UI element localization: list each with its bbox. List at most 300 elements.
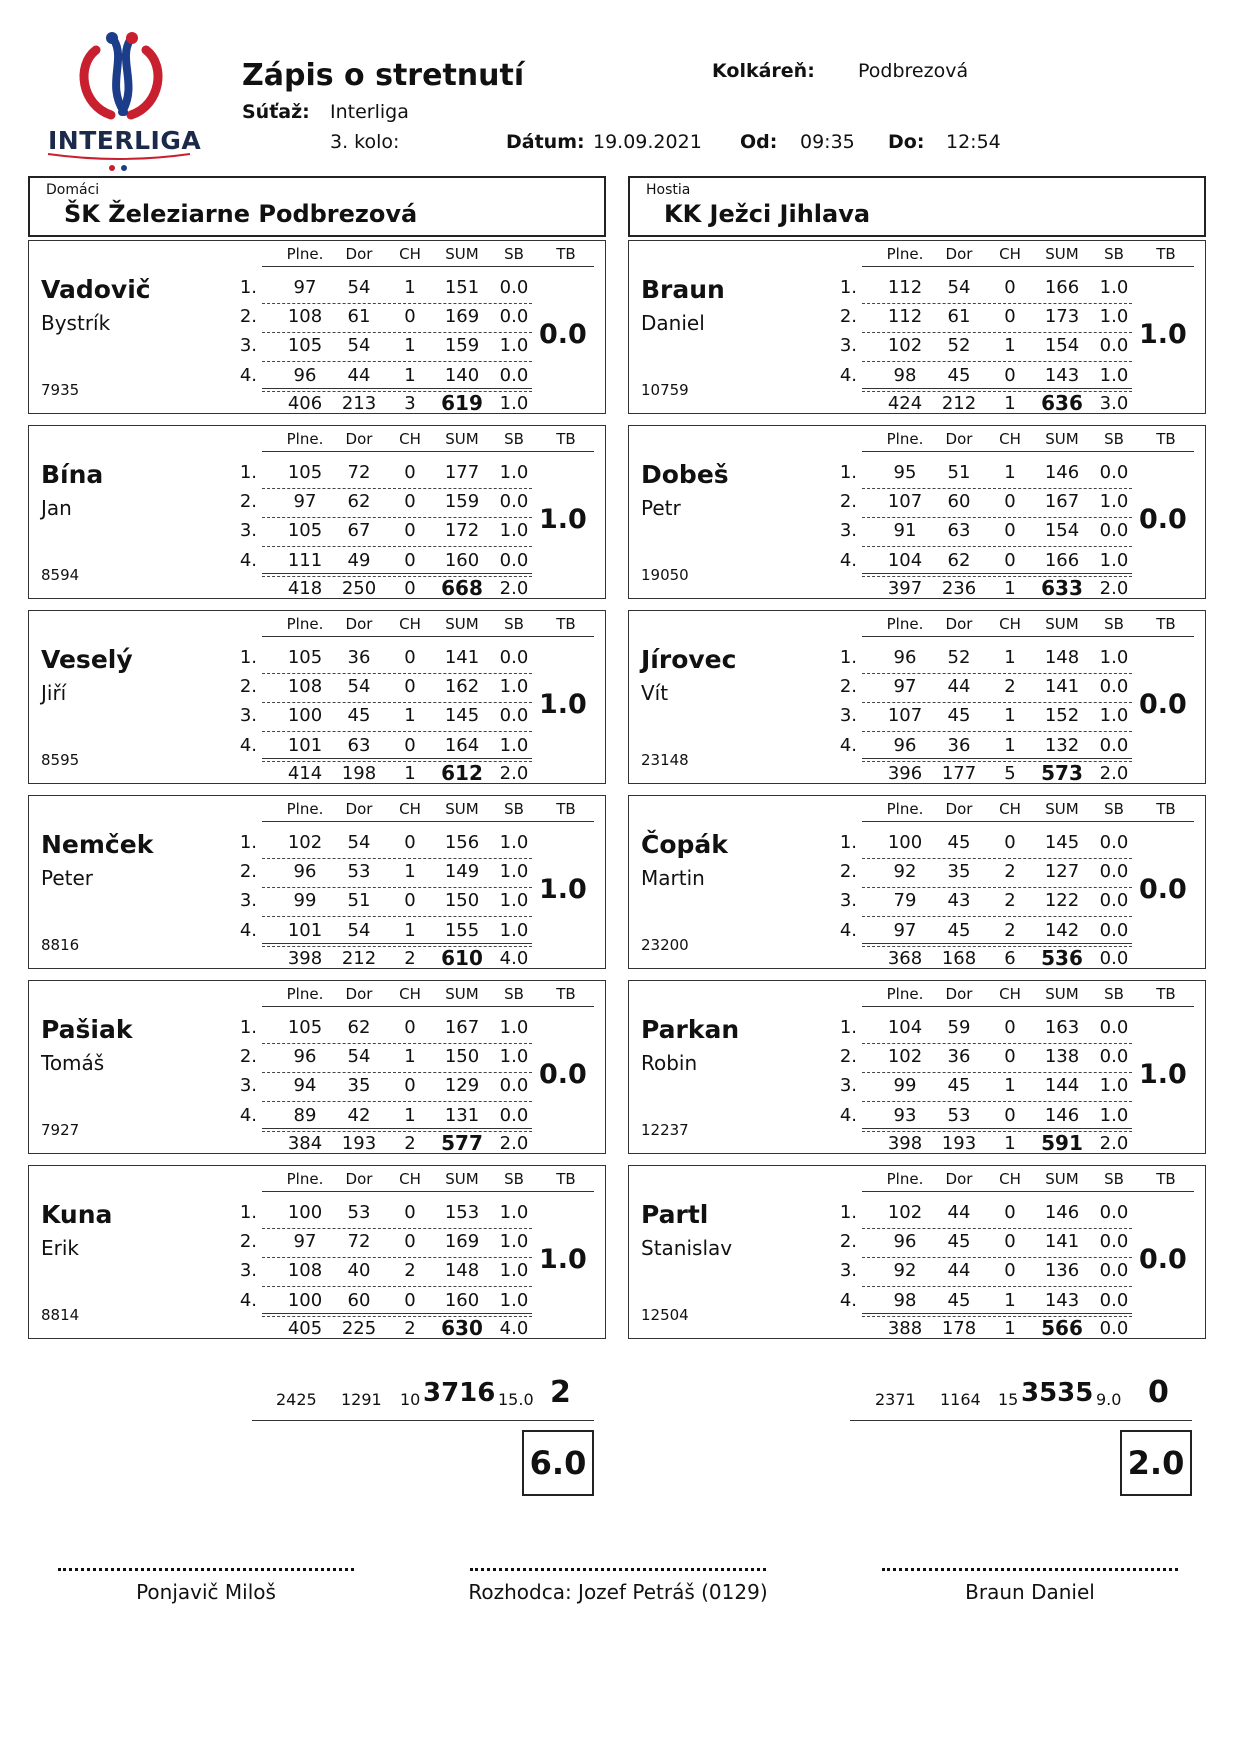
- score-cell: 167: [1044, 491, 1080, 512]
- away-total-plne: 2371: [875, 1390, 916, 1409]
- score-cell: 52: [947, 335, 971, 356]
- row-divider: [862, 1316, 1132, 1317]
- score-cell: 1: [404, 705, 416, 726]
- column-header: SB: [504, 245, 524, 263]
- column-header: SB: [504, 985, 524, 1003]
- total-cell: 2.0: [499, 763, 529, 784]
- score-cell: 148: [1044, 647, 1080, 668]
- player-surname: Braun: [641, 275, 725, 304]
- score-cell: 0: [404, 462, 416, 483]
- away-player-block: [628, 980, 1206, 1154]
- total-cell: 1: [404, 763, 416, 784]
- row-divider: [262, 946, 532, 947]
- score-cell: 100: [287, 1202, 323, 1223]
- datum-label: Dátum:: [506, 131, 585, 153]
- score-cell: 97: [893, 676, 917, 697]
- score-cell: 0.0: [1099, 735, 1129, 756]
- datum-value: 19.09.2021: [593, 131, 702, 153]
- score-cell: 0: [404, 890, 416, 911]
- row-number: 4.: [839, 550, 857, 571]
- column-header: CH: [999, 615, 1021, 633]
- player-id: 7935: [41, 381, 80, 399]
- home-total-dor: 1291: [341, 1390, 382, 1409]
- document-title: Zápis o stretnutí: [242, 58, 525, 93]
- row-number: 3.: [839, 705, 857, 726]
- row-divider: [862, 1228, 1132, 1229]
- score-cell: 92: [893, 1260, 917, 1281]
- total-cell: 2.0: [499, 1133, 529, 1154]
- score-cell: 72: [347, 462, 371, 483]
- score-cell: 0.0: [499, 705, 529, 726]
- total-cell: 3: [404, 393, 416, 414]
- home-team-name: ŠK Železiarne Podbrezová: [64, 200, 418, 228]
- player-surname: Parkan: [641, 1015, 740, 1044]
- score-cell: 2: [1004, 920, 1016, 941]
- away-signature-line: [882, 1568, 1178, 1571]
- score-cell: 0: [1004, 1202, 1016, 1223]
- header-divider: [862, 266, 1194, 267]
- player-first-name: Jan: [41, 496, 72, 520]
- score-cell: 1: [1004, 462, 1016, 483]
- header-divider: [262, 636, 594, 637]
- total-cell: 3.0: [1099, 393, 1129, 414]
- player-first-name: Vít: [641, 681, 669, 705]
- score-cell: 0: [1004, 491, 1016, 512]
- row-number: 3.: [239, 705, 257, 726]
- total-cell: 2.0: [499, 578, 529, 599]
- row-divider: [262, 673, 532, 674]
- total-cell: 418: [287, 578, 323, 599]
- score-cell: 136: [1044, 1260, 1080, 1281]
- total-cell: 178: [941, 1318, 977, 1339]
- total-cell: 212: [941, 393, 977, 414]
- player-surname: Veselý: [41, 645, 133, 674]
- logo-underline-icon: [44, 150, 194, 174]
- player-total-sum: 619: [441, 391, 483, 415]
- score-cell: 149: [444, 861, 480, 882]
- row-number: 2.: [239, 676, 257, 697]
- score-cell: 105: [287, 520, 323, 541]
- score-cell: 0: [1004, 832, 1016, 853]
- player-surname: Dobeš: [641, 460, 729, 489]
- score-cell: 44: [947, 1202, 971, 1223]
- score-cell: 45: [947, 365, 971, 386]
- total-divider: [862, 573, 1132, 574]
- score-cell: 42: [347, 1105, 371, 1126]
- player-surname: Partl: [641, 1200, 709, 1229]
- total-cell: 405: [287, 1318, 323, 1339]
- column-header: Plne.: [286, 985, 324, 1003]
- score-cell: 40: [347, 1260, 371, 1281]
- score-cell: 122: [1044, 890, 1080, 911]
- score-cell: 0: [404, 520, 416, 541]
- score-cell: 169: [444, 1231, 480, 1252]
- do-label: Do:: [888, 131, 925, 153]
- column-header: CH: [399, 1170, 421, 1188]
- total-cell: 236: [941, 578, 977, 599]
- score-cell: 0.0: [499, 1075, 529, 1096]
- row-divider: [262, 858, 532, 859]
- home-player-block: [28, 795, 606, 969]
- header-divider: [262, 1006, 594, 1007]
- row-divider: [262, 1043, 532, 1044]
- row-divider: [862, 1101, 1132, 1102]
- score-cell: 1.0: [499, 1260, 529, 1281]
- home-player-block: [28, 240, 606, 414]
- total-cell: 388: [887, 1318, 923, 1339]
- player-id: 8814: [41, 1306, 80, 1324]
- score-cell: 1.0: [499, 1202, 529, 1223]
- score-cell: 0.0: [1099, 1260, 1129, 1281]
- score-cell: 1.0: [499, 462, 529, 483]
- row-number: 1.: [839, 277, 857, 298]
- score-cell: 45: [947, 705, 971, 726]
- score-cell: 154: [1044, 520, 1080, 541]
- row-number: 1.: [239, 462, 257, 483]
- column-header: Dor: [945, 430, 973, 448]
- total-cell: 193: [941, 1133, 977, 1154]
- score-cell: 53: [347, 1202, 371, 1223]
- row-number: 4.: [839, 735, 857, 756]
- player-surname: Nemček: [41, 830, 154, 859]
- score-cell: 1.0: [499, 520, 529, 541]
- column-header: SUM: [1045, 985, 1079, 1003]
- score-cell: 1.0: [1099, 1105, 1129, 1126]
- column-header: SB: [1104, 430, 1124, 448]
- column-header: Dor: [945, 1170, 973, 1188]
- score-cell: 60: [347, 1290, 371, 1311]
- total-cell: 0.0: [1099, 1318, 1129, 1339]
- column-header: SB: [1104, 800, 1124, 818]
- away-team-name: KK Ježci Jihlava: [664, 200, 871, 228]
- player-first-name: Stanislav: [641, 1236, 733, 1260]
- column-header: Plne.: [886, 800, 924, 818]
- column-header: SB: [504, 1170, 524, 1188]
- row-divider: [262, 1286, 532, 1287]
- score-cell: 61: [947, 306, 971, 327]
- total-cell: 1.0: [499, 393, 529, 414]
- column-header: CH: [399, 430, 421, 448]
- row-number: 2.: [839, 1046, 857, 1067]
- total-divider: [862, 758, 1132, 759]
- column-header: Plne.: [286, 615, 324, 633]
- score-cell: 1.0: [499, 861, 529, 882]
- total-cell: 6: [1004, 948, 1016, 969]
- row-divider: [862, 702, 1132, 703]
- column-header: Plne.: [886, 1170, 924, 1188]
- score-cell: 1.0: [1099, 277, 1129, 298]
- score-cell: 95: [893, 462, 917, 483]
- row-divider: [862, 1072, 1132, 1073]
- score-cell: 0.0: [499, 491, 529, 512]
- score-cell: 96: [293, 1046, 317, 1067]
- total-cell: 2: [404, 1318, 416, 1339]
- player-id: 7927: [41, 1121, 80, 1139]
- score-cell: 0.0: [1099, 920, 1129, 941]
- row-number: 4.: [839, 365, 857, 386]
- row-number: 2.: [839, 306, 857, 327]
- score-cell: 152: [1044, 705, 1080, 726]
- column-header: SUM: [1045, 800, 1079, 818]
- player-id: 23200: [641, 936, 689, 954]
- score-cell: 79: [893, 890, 917, 911]
- column-header: Dor: [345, 245, 373, 263]
- score-cell: 1: [1004, 1290, 1016, 1311]
- score-cell: 140: [444, 365, 480, 386]
- column-header: TB: [1156, 1170, 1176, 1188]
- column-header: Plne.: [886, 985, 924, 1003]
- score-cell: 44: [947, 1260, 971, 1281]
- away-player-block: [628, 795, 1206, 969]
- column-header: SUM: [445, 1170, 479, 1188]
- row-divider: [262, 1101, 532, 1102]
- score-cell: 0: [404, 1075, 416, 1096]
- total-cell: 0.0: [1099, 948, 1129, 969]
- score-cell: 1.0: [499, 920, 529, 941]
- player-tb: 0.0: [539, 319, 587, 350]
- column-header: SUM: [1045, 615, 1079, 633]
- row-number: 1.: [239, 1202, 257, 1223]
- player-total-sum: 630: [441, 1316, 483, 1340]
- score-cell: 143: [1044, 1290, 1080, 1311]
- row-divider: [862, 1286, 1132, 1287]
- row-divider: [862, 546, 1132, 547]
- column-header: Plne.: [886, 430, 924, 448]
- score-cell: 0.0: [1099, 676, 1129, 697]
- total-cell: 406: [287, 393, 323, 414]
- score-cell: 98: [893, 1290, 917, 1311]
- score-cell: 94: [293, 1075, 317, 1096]
- away-total-ch: 15: [998, 1390, 1019, 1409]
- score-cell: 93: [893, 1105, 917, 1126]
- score-cell: 0: [1004, 1260, 1016, 1281]
- score-cell: 1.0: [499, 335, 529, 356]
- score-cell: 1.0: [499, 890, 529, 911]
- column-header: SUM: [1045, 430, 1079, 448]
- column-header: CH: [999, 800, 1021, 818]
- total-cell: 198: [341, 763, 377, 784]
- column-header: CH: [999, 430, 1021, 448]
- score-cell: 36: [347, 647, 371, 668]
- score-cell: 54: [347, 335, 371, 356]
- header-divider: [262, 266, 594, 267]
- column-header: SUM: [1045, 1170, 1079, 1188]
- score-cell: 162: [444, 676, 480, 697]
- row-number: 3.: [239, 1075, 257, 1096]
- home-signature-line: [58, 1568, 354, 1571]
- away-total-sb: 9.0: [1096, 1390, 1122, 1409]
- column-header: Plne.: [286, 430, 324, 448]
- row-divider: [862, 517, 1132, 518]
- row-divider: [862, 303, 1132, 304]
- score-cell: 112: [887, 306, 923, 327]
- total-divider: [262, 758, 532, 759]
- score-cell: 35: [347, 1075, 371, 1096]
- player-first-name: Jiří: [41, 681, 67, 705]
- column-header: Plne.: [286, 1170, 324, 1188]
- column-header: SB: [1104, 985, 1124, 1003]
- row-divider: [862, 887, 1132, 888]
- column-header: SUM: [445, 800, 479, 818]
- row-number: 3.: [239, 335, 257, 356]
- score-cell: 97: [293, 1231, 317, 1252]
- row-number: 3.: [839, 1075, 857, 1096]
- total-cell: 397: [887, 578, 923, 599]
- player-tb: 0.0: [1139, 1244, 1187, 1275]
- score-cell: 62: [347, 491, 371, 512]
- total-cell: 1: [1004, 1133, 1016, 1154]
- score-cell: 96: [293, 365, 317, 386]
- player-first-name: Martin: [641, 866, 705, 890]
- column-header: Plne.: [886, 615, 924, 633]
- row-number: 1.: [839, 832, 857, 853]
- score-cell: 107: [887, 705, 923, 726]
- row-number: 4.: [239, 365, 257, 386]
- row-divider: [862, 1257, 1132, 1258]
- player-tb: 1.0: [1139, 1059, 1187, 1090]
- score-cell: 104: [887, 550, 923, 571]
- score-cell: 67: [347, 520, 371, 541]
- row-number: 3.: [239, 520, 257, 541]
- home-total-plne: 2425: [276, 1390, 317, 1409]
- score-cell: 54: [347, 676, 371, 697]
- row-divider: [262, 488, 532, 489]
- score-cell: 100: [887, 832, 923, 853]
- score-cell: 1.0: [499, 1231, 529, 1252]
- column-header: Plne.: [286, 800, 324, 818]
- column-header: TB: [556, 430, 576, 448]
- score-cell: 141: [444, 647, 480, 668]
- column-header: SB: [504, 800, 524, 818]
- score-cell: 0: [404, 1231, 416, 1252]
- player-first-name: Tomáš: [41, 1051, 105, 1075]
- total-divider: [262, 943, 532, 944]
- total-cell: 168: [941, 948, 977, 969]
- score-cell: 2: [404, 1260, 416, 1281]
- score-cell: 155: [444, 920, 480, 941]
- score-cell: 97: [293, 491, 317, 512]
- score-cell: 0: [1004, 365, 1016, 386]
- row-number: 4.: [239, 920, 257, 941]
- score-cell: 1: [404, 1046, 416, 1067]
- column-header: Dor: [945, 800, 973, 818]
- away-total-dor: 1164: [940, 1390, 981, 1409]
- column-header: TB: [556, 1170, 576, 1188]
- score-cell: 1.0: [499, 1017, 529, 1038]
- total-cell: 0: [404, 578, 416, 599]
- score-cell: 1.0: [1099, 1075, 1129, 1096]
- score-cell: 151: [444, 277, 480, 298]
- kolkaren-label: Kolkáreň:: [712, 60, 815, 82]
- score-cell: 1: [404, 277, 416, 298]
- column-header: CH: [999, 245, 1021, 263]
- away-player-block: [628, 1165, 1206, 1339]
- score-cell: 108: [287, 306, 323, 327]
- score-cell: 62: [947, 550, 971, 571]
- player-first-name: Erik: [41, 1236, 79, 1260]
- column-header: SB: [504, 430, 524, 448]
- player-total-sum: 612: [441, 761, 483, 785]
- column-header: SB: [504, 615, 524, 633]
- score-cell: 0: [1004, 1017, 1016, 1038]
- total-divider: [862, 1313, 1132, 1314]
- score-cell: 61: [347, 306, 371, 327]
- row-number: 3.: [239, 890, 257, 911]
- row-divider: [262, 916, 532, 917]
- score-cell: 105: [287, 335, 323, 356]
- row-number: 1.: [839, 647, 857, 668]
- total-cell: 368: [887, 948, 923, 969]
- away-total-sum: 3535: [1021, 1378, 1094, 1408]
- row-divider: [862, 673, 1132, 674]
- score-cell: 44: [947, 676, 971, 697]
- column-header: SUM: [445, 615, 479, 633]
- score-cell: 0: [404, 1017, 416, 1038]
- score-cell: 1.0: [1099, 365, 1129, 386]
- score-cell: 156: [444, 832, 480, 853]
- score-cell: 0.0: [1099, 1046, 1129, 1067]
- player-total-sum: 536: [1041, 946, 1083, 970]
- score-cell: 108: [287, 1260, 323, 1281]
- total-cell: 212: [341, 948, 377, 969]
- total-cell: 396: [887, 763, 923, 784]
- od-label: Od:: [740, 131, 778, 153]
- away-team-box: [628, 176, 1206, 237]
- player-first-name: Petr: [641, 496, 681, 520]
- score-cell: 43: [947, 890, 971, 911]
- player-tb: 0.0: [539, 1059, 587, 1090]
- score-cell: 62: [347, 1017, 371, 1038]
- player-id: 8595: [41, 751, 80, 769]
- row-divider: [262, 303, 532, 304]
- score-cell: 0: [1004, 277, 1016, 298]
- row-number: 4.: [239, 550, 257, 571]
- score-cell: 105: [287, 647, 323, 668]
- row-divider: [262, 702, 532, 703]
- column-header: CH: [399, 800, 421, 818]
- score-cell: 112: [887, 277, 923, 298]
- score-cell: 1.0: [499, 735, 529, 756]
- total-cell: 384: [287, 1133, 323, 1154]
- score-cell: 100: [287, 1290, 323, 1311]
- score-cell: 143: [1044, 365, 1080, 386]
- score-cell: 0: [1004, 1105, 1016, 1126]
- column-header: Dor: [945, 245, 973, 263]
- column-header: TB: [556, 800, 576, 818]
- score-cell: 102: [887, 1046, 923, 1067]
- score-cell: 102: [287, 832, 323, 853]
- score-cell: 131: [444, 1105, 480, 1126]
- score-cell: 107: [887, 491, 923, 512]
- row-number: 4.: [839, 1105, 857, 1126]
- header-divider: [862, 451, 1194, 452]
- column-header: SB: [1104, 615, 1124, 633]
- score-cell: 52: [947, 647, 971, 668]
- row-number: 1.: [839, 462, 857, 483]
- total-cell: 1: [1004, 578, 1016, 599]
- home-role: Domáci: [46, 182, 100, 198]
- player-id: 8594: [41, 566, 80, 584]
- score-cell: 159: [444, 335, 480, 356]
- referee-signature: Rozhodca: Jozef Petráš (0129): [468, 1580, 768, 1604]
- row-number: 3.: [839, 520, 857, 541]
- away-player-block: [628, 425, 1206, 599]
- score-cell: 1: [1004, 647, 1016, 668]
- row-number: 2.: [239, 861, 257, 882]
- total-cell: 4.0: [499, 948, 529, 969]
- row-divider: [862, 576, 1132, 577]
- header-divider: [862, 821, 1194, 822]
